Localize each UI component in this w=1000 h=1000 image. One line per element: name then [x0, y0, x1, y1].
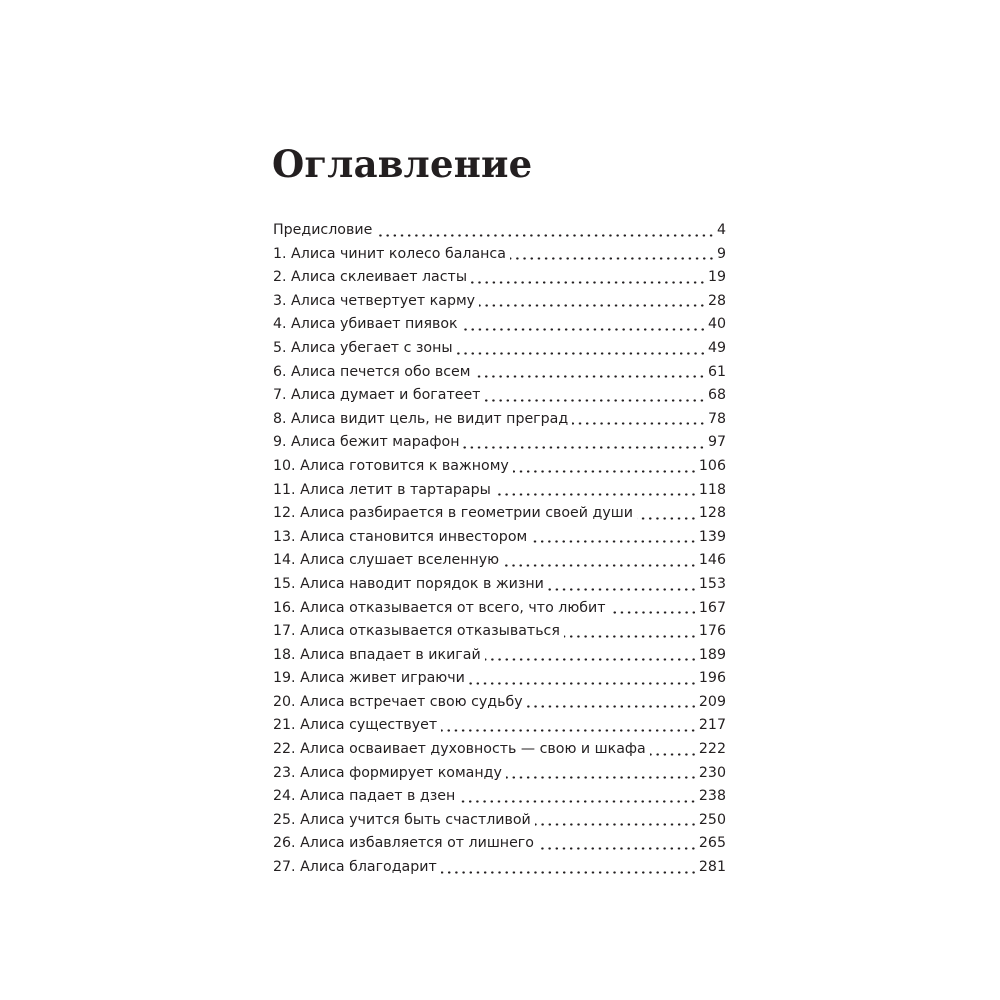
dot-leader — [376, 234, 715, 237]
toc-entry-title: 21. Алиса существует — [273, 717, 438, 734]
toc-entry — [273, 455, 726, 479]
dot-leader — [462, 328, 706, 331]
toc-entry — [273, 573, 726, 597]
toc-entry-title: 14. Алиса слушает вселенную — [273, 552, 500, 569]
toc-entry-title: 18. Алиса впадает в икигай — [273, 646, 481, 663]
toc-entry — [273, 667, 726, 691]
dot-leader — [471, 281, 706, 284]
toc-entry-title: 11. Алиса летит в тартарары — [273, 481, 491, 498]
page-title: Оглавление — [272, 142, 533, 186]
toc-entry-page-number: 281 — [698, 859, 726, 876]
toc-entry — [273, 644, 726, 668]
dot-leader — [527, 705, 697, 708]
dot-leader — [485, 658, 697, 661]
toc-entry-title: 8. Алиса видит цель, не видит преград — [273, 410, 569, 427]
dot-leader — [564, 635, 697, 638]
dot-leader — [650, 753, 697, 756]
toc-entry-title: 26. Алиса избавляется от лишнего — [273, 835, 534, 852]
toc-entry-page-number: 118 — [698, 481, 726, 498]
toc-entry — [273, 549, 726, 573]
toc-entry-title: 10. Алиса готовится к важному — [273, 457, 509, 474]
dot-leader — [479, 304, 706, 307]
toc-entry-title: 9. Алиса бежит марафон — [273, 434, 460, 451]
toc-entry-page-number: 68 — [707, 387, 726, 404]
toc-entry — [273, 785, 726, 809]
toc-entry-page-number: 196 — [698, 670, 726, 687]
toc-entry-page-number: 9 — [716, 245, 726, 262]
dot-leader — [463, 446, 705, 449]
dot-leader — [474, 375, 705, 378]
toc-entry — [273, 431, 726, 455]
toc-entry-page-number: 209 — [698, 693, 726, 710]
toc-entry-page-number: 238 — [698, 788, 726, 805]
toc-entry — [273, 384, 726, 408]
toc-entry-page-number: 61 — [707, 363, 726, 380]
dot-leader — [459, 800, 697, 803]
toc-entry — [273, 243, 726, 267]
dot-leader — [457, 352, 706, 355]
dot-leader — [510, 257, 715, 260]
dot-leader — [513, 470, 697, 473]
toc-entry-page-number: 167 — [698, 599, 726, 616]
toc-entry-page-number: 139 — [698, 528, 726, 545]
dot-leader — [503, 564, 697, 567]
dot-leader — [506, 776, 697, 779]
toc-entry — [273, 738, 726, 762]
toc-entry-title: 6. Алиса печется обо всем — [273, 363, 471, 380]
toc-entry — [273, 502, 726, 526]
toc-entry-title: 20. Алиса встречает свою судьбу — [273, 693, 523, 710]
dot-leader — [610, 611, 697, 614]
dot-leader — [637, 517, 697, 520]
toc-entry-page-number: 146 — [698, 552, 726, 569]
toc-entry — [273, 219, 726, 243]
toc-entry-title: 24. Алиса падает в дзен — [273, 788, 456, 805]
toc-entry-title: 16. Алиса отказывается от всего, что любит — [273, 599, 606, 616]
dot-leader — [469, 682, 697, 685]
toc-entry-title: 3. Алиса четвертует карму — [273, 292, 476, 309]
toc-entry-title: 22. Алиса осваивает духовность — свою и шкафа — [273, 741, 646, 758]
toc-entry-page-number: 40 — [707, 316, 726, 333]
dot-leader — [535, 823, 697, 826]
toc-entry-title: Предисловие — [273, 222, 373, 238]
toc-entry-page-number: 128 — [698, 505, 726, 522]
toc-entry-page-number: 153 — [698, 575, 726, 592]
toc-entry — [273, 809, 726, 833]
toc-entry-page-number: 250 — [698, 811, 726, 828]
toc-entry-page-number: 176 — [698, 623, 726, 640]
toc-entry-title: 1. Алиса чинит колесо баланса — [273, 245, 506, 262]
toc-entry — [273, 408, 726, 432]
toc-entry-page-number: 4 — [716, 222, 726, 238]
dot-leader — [538, 847, 697, 850]
dot-leader — [548, 588, 697, 591]
toc-entry-page-number: 49 — [707, 339, 726, 356]
toc-entry — [273, 597, 726, 621]
toc-entry — [273, 620, 726, 644]
toc-entry-title: 4. Алиса убивает пиявок — [273, 316, 458, 333]
toc-entry-title: 25. Алиса учится быть счастливой — [273, 811, 531, 828]
toc-entry-title: 15. Алиса наводит порядок в жизни — [273, 575, 544, 592]
toc-entry-page-number: 265 — [698, 835, 726, 852]
toc-entry-title: 23. Алиса формирует команду — [273, 764, 502, 781]
toc-entry-title: 7. Алиса думает и богатеет — [273, 387, 481, 404]
dot-leader — [484, 399, 705, 402]
toc-entry — [273, 762, 726, 786]
toc-entry-page-number: 19 — [707, 269, 726, 286]
toc-entry-title: 5. Алиса убегает с зоны — [273, 339, 453, 356]
dot-leader — [441, 871, 697, 874]
dot-leader — [572, 422, 706, 425]
toc-entry — [273, 290, 726, 314]
toc-entry-page-number: 230 — [698, 764, 726, 781]
toc-entry — [273, 856, 726, 880]
toc-entry — [273, 361, 726, 385]
dot-leader — [531, 540, 697, 543]
toc-entry-page-number: 106 — [698, 457, 726, 474]
table-of-contents — [273, 219, 726, 880]
toc-entry — [273, 337, 726, 361]
toc-entry-page-number: 97 — [707, 434, 726, 451]
toc-entry-page-number: 78 — [707, 410, 726, 427]
toc-entry-title: 19. Алиса живет играючи — [273, 670, 465, 687]
toc-entry-title: 12. Алиса разбирается в геометрии своей души — [273, 505, 633, 522]
toc-entry-title: 13. Алиса становится инвестором — [273, 528, 528, 545]
toc-entry — [273, 266, 726, 290]
toc-entry — [273, 526, 726, 550]
toc-entry — [273, 714, 726, 738]
toc-entry-title: 27. Алиса благодарит — [273, 859, 437, 876]
toc-entry-title: 2. Алиса склеивает ласты — [273, 269, 468, 286]
toc-entry-page-number: 217 — [698, 717, 726, 734]
toc-entry-title: 17. Алиса отказывается отказываться — [273, 623, 560, 640]
dot-leader — [495, 493, 697, 496]
toc-entry-page-number: 189 — [698, 646, 726, 663]
toc-entry — [273, 313, 726, 337]
toc-entry — [273, 832, 726, 856]
toc-entry — [273, 691, 726, 715]
toc-entry-page-number: 222 — [698, 741, 726, 758]
toc-entry-page-number: 28 — [707, 292, 726, 309]
dot-leader — [441, 729, 697, 732]
toc-entry — [273, 479, 726, 503]
